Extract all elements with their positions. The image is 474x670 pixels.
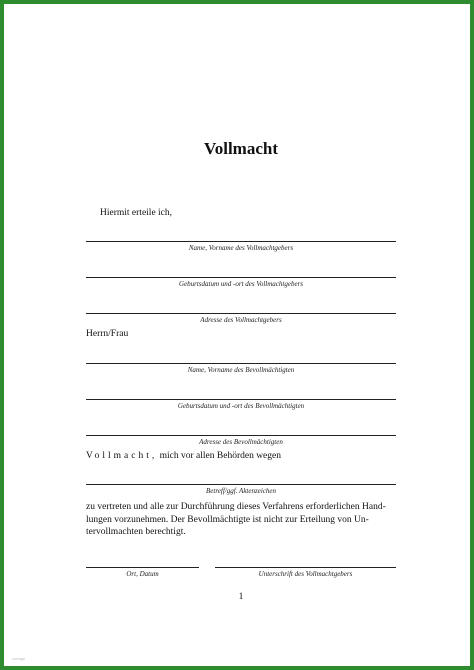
paragraph-line: zu vertreten und alle zur Durchführung dieses Verfahrens erforderlichen Hand- xyxy=(86,502,386,512)
signature-caption: Unterschrift des Vollmachtgebers xyxy=(258,570,353,578)
signature-line[interactable] xyxy=(215,567,396,568)
document-title: Vollmacht xyxy=(204,139,278,158)
page-number: 1 xyxy=(238,592,244,602)
grantor-address-line[interactable] xyxy=(86,313,396,314)
subject-caption: Betreff/ggf. Aktenzeichen xyxy=(206,487,276,495)
recipient-label: Herrn/Frau xyxy=(86,329,129,339)
grantor-birth-line[interactable] xyxy=(86,277,396,278)
grantor-address-caption: Adresse des Vollmachtgebers xyxy=(200,316,282,324)
grantee-birth-line[interactable] xyxy=(86,399,396,400)
place-date-caption: Ort, Datum xyxy=(126,570,159,578)
intro-text: Hiermit erteile ich, xyxy=(100,208,173,218)
vollmacht-sentence xyxy=(86,451,281,461)
grantee-address-line[interactable] xyxy=(86,435,396,436)
place-date-line[interactable] xyxy=(86,567,199,568)
vollmacht-rest: mich vor allen Behörden wegen xyxy=(159,451,281,461)
paragraph-line: tervollmachten berechtigt. xyxy=(86,527,186,537)
grantee-name-caption: Name, Vorname des Bevollmächtigten xyxy=(187,366,295,374)
grantor-name-line[interactable] xyxy=(86,241,396,242)
grantor-name-caption: Name, Vorname des Vollmachtgebers xyxy=(188,244,294,252)
grantee-name-line[interactable] xyxy=(86,363,396,364)
grantor-birth-caption: Geburtsdatum und -ort des Vollmachtgebers xyxy=(178,280,304,288)
grantee-address-caption: Adresse des Bevollmächtigten xyxy=(199,438,283,446)
body-paragraph xyxy=(86,501,396,539)
subject-line[interactable] xyxy=(86,484,396,485)
watermark: vorlage xyxy=(12,656,26,661)
vollmacht-word: Vollmacht, xyxy=(86,451,158,461)
grantee-birth-caption: Geburtsdatum und -ort des Bevollmächtigten xyxy=(177,402,305,410)
paragraph-line: lungen vorzunehmen. Der Bevollmächtigte ist nicht zur Erteilung von Un- xyxy=(86,514,369,525)
